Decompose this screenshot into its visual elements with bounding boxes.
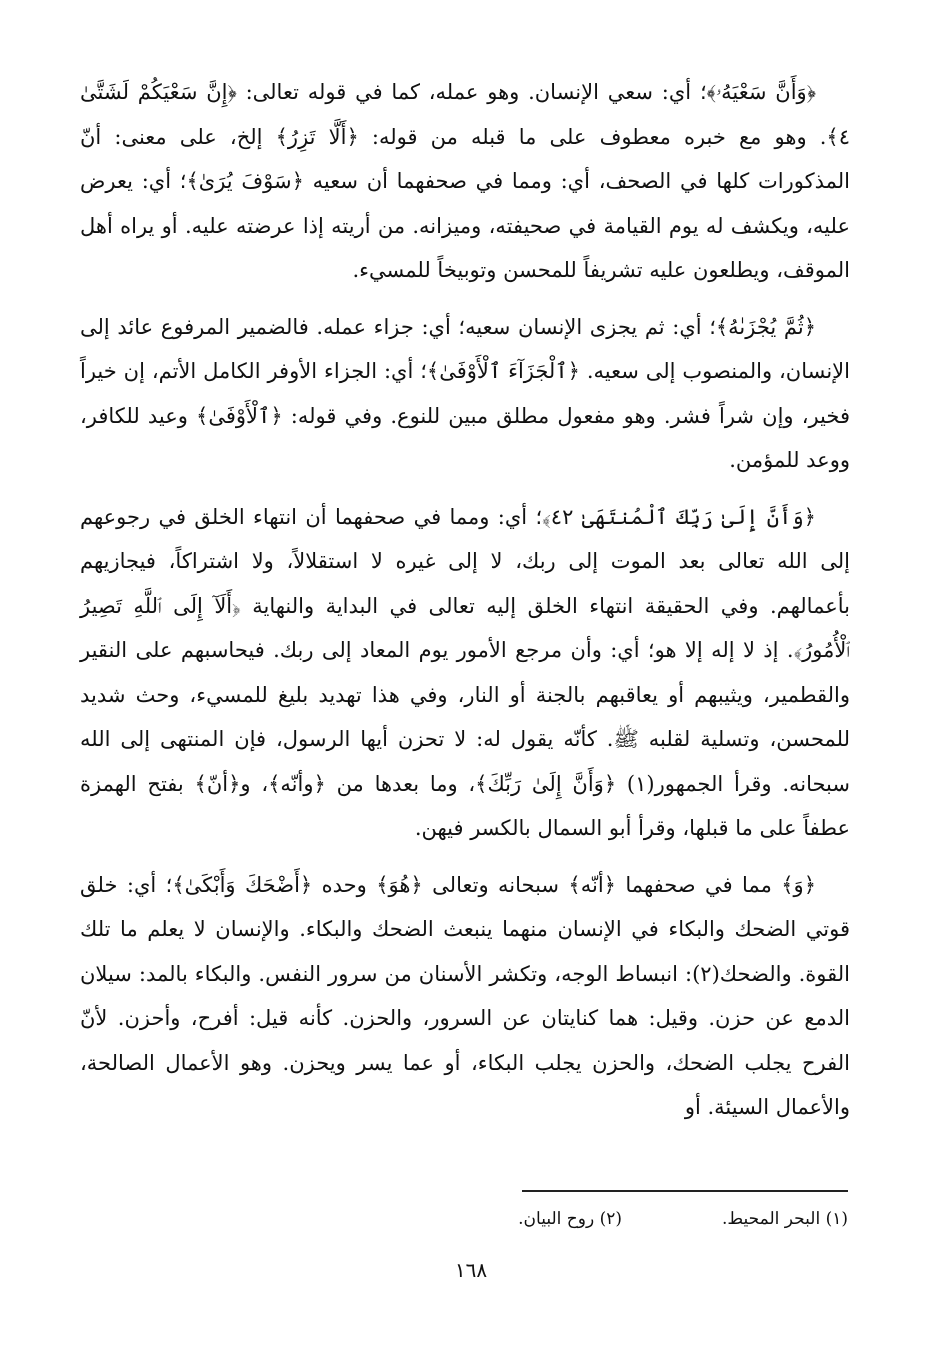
paragraph-1: ﴿وَأَنَّ سَعْيَهُۥ﴾؛ أي: سعي الإنسان. وهو عمله، كما في قوله تعالى: ﴿إِنَّ سَعْيَكُمْ لَشَتَّىٰ ٤﴾. وهو مع خبره معطوف على ما قبله من قوله: ﴿أَلَّا تَزِرُ﴾ إلخ، على معنى: أنّ المذكورات كلها في الصحف، أي: ومما في صحفهما أن سعيه ﴿سَوْفَ يُرَىٰ﴾؛ أي: يعرض عليه، ويكشف له يوم القيامة في صحيفته، وميزانه. من أريته إذا عرضته عليه. أو يراه أهل الموقف، ويطلعون عليه تشريفاً للمحسن وتوبيخاً للمسيء.: [80, 80, 850, 282]
paragraph-4: ﴿وَ﴾ مما في صحفهما ﴿أنّه﴾ سبحانه وتعالى ﴿هُوَ﴾ وحده ﴿أَضْحَكَ وَأَبْكَىٰ﴾؛ أي: خلق قوتي الضحك والبكاء في الإنسان منهما ينبعث الضحك والبكاء. والإنسان لا يعلم ما تلك القوة. والضحك(٢): انبساط الوجه، وتكشر الأسنان من سرور النفس. والبكاء بالمد: سيلان الدمع عن حزن. وقيل: هما كنايتان عن السرور، والحزن. كأنه قيل: أفرح، وأحزن. لأنّ الفرح يجلب الضحك، والحزن يجلب البكاء، أو عما يسر ويحزن. وهو الأعمال الصالحة، والأعمال السيئة. أو: [80, 872, 850, 1119]
footnote-divider: [522, 1190, 848, 1192]
page-number: ١٦٨: [454, 1258, 488, 1282]
footnote-2: (٢) روح البيان.: [518, 1209, 623, 1229]
paragraph-2: ﴿ثُمَّ يُجْزَىٰهُ﴾؛ أي: ثم يجزى الإنسان سعيه؛ أي: جزاء عمله. فالضمير المرفوع عائد إلى الإنسان، والمنصوب إلى سعيه. ﴿ٱلْجَزَآءَ ٱلْأَوْفَىٰ﴾؛ أي: الجزاء الأوفر الكامل الأتم، إن خيراً فخير، وإن شراً فشر. وهو مفعول مطلق مبين للنوع. وفي قوله: ﴿ٱلْأَوْفَىٰ﴾ وعيد للكافر، ووعد للمؤمن.: [80, 314, 850, 472]
footnote-1: (١) البحر المحيط.: [722, 1209, 848, 1229]
paragraph-3: ﴿وَأَنَّ إِلَىٰ رَبِّكَ ٱلْمُنتَهَىٰ ٤٢﴾؛ أي: ومما في صحفهما أن انتهاء الخلق في رجوعهم إلى الله تعالى بعد الموت إلى ربك، لا إلى غيره لا استقلالاً، ولا اشتراكاً، فيجازيهم بأعمالهم. وفي الحقيقة انتهاء الخلق إليه تعالى في البداية والنهاية ﴿أَلَآ إِلَى ٱللَّهِ تَصِيرُ ٱلْأُمُورُ﴾. إذ لا إله إلا هو؛ أي: وأن مرجع الأمور يوم المعاد إلى ربك. فيحاسبهم على النقير والقطمير، ويثيبهم أو يعاقبهم بالجنة أو النار، وفي هذا تهديد بليغ للمسيء، وحث شديد للمحسن، وتسلية لقلبه ﷺ. كأنّه يقول له: لا تحزن أيها الرسول، فإن المنتهى إلى الله سبحانه. وقرأ الجمهور(١) ﴿وَأَنَّ إِلَىٰ رَبِّكَ﴾، وما بعدها من ﴿وأنّه﴾، و﴿أنّ﴾ بفتح الهمزة عطفاً على ما قبلها، وقرأ أبو السمال بالكسر فيهن.: [80, 504, 850, 840]
footnotes: [300, 1204, 848, 1234]
page-body: [80, 70, 850, 1142]
